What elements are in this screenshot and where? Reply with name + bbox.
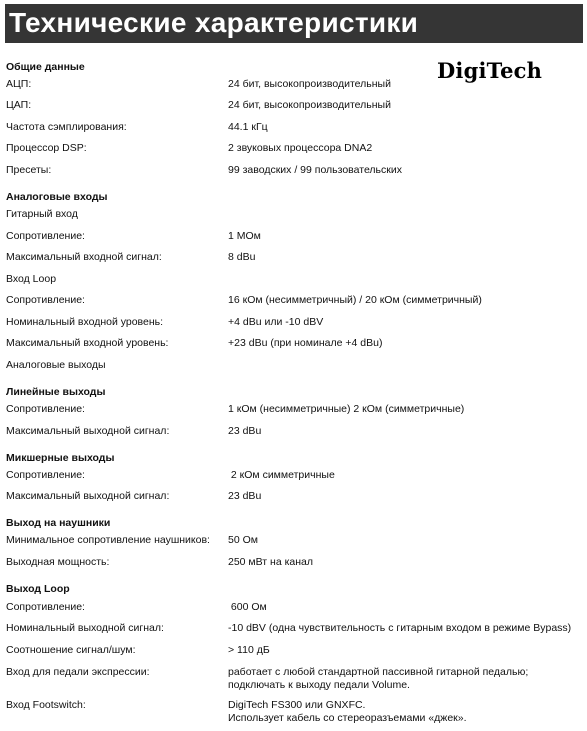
- spec-label: Максимальный входной сигнал:: [6, 251, 162, 263]
- spec-value: 600 Ом: [228, 601, 267, 613]
- spec-label: ЦАП:: [6, 99, 32, 111]
- spec-label: Процессор DSP:: [6, 142, 87, 154]
- spec-label: Сопротивление:: [6, 230, 85, 242]
- spec-value: 2 кОм симметричные: [228, 469, 335, 481]
- spec-value: 16 кОм (несимметричный) / 20 кОм (симметричный): [228, 294, 482, 306]
- spec-value: +4 dBu или -10 dBV: [228, 316, 324, 328]
- spec-value: 8 dBu: [228, 251, 256, 263]
- section-heading-headphones: Выход на наушники: [6, 517, 111, 529]
- spec-label: Максимальный выходной сигнал:: [6, 490, 170, 502]
- spec-value: 2 звуковых процессора DNA2: [228, 142, 373, 154]
- subsection-loop-input: Вход Loop: [6, 273, 57, 285]
- spec-label: Частота сэмплирования:: [6, 121, 127, 133]
- spec-label: Пресеты:: [6, 164, 52, 176]
- spec-label: Максимальный входной уровень:: [6, 337, 169, 349]
- spec-value: 99 заводских / 99 пользовательских: [228, 164, 402, 176]
- spec-value: +23 dBu (при номинале +4 dBu): [228, 337, 383, 349]
- section-heading-analog-inputs: Аналоговые входы: [6, 191, 108, 203]
- spec-value: DigiTech FS300 или GNXFC. Использует кабель со стереоразъемами «джек».: [228, 699, 467, 724]
- spec-label: Выходная мощность:: [6, 556, 110, 568]
- spec-value: 1 кОм (несимметричные) 2 кОм (симметричные): [228, 403, 465, 415]
- section-heading-loop-output: Выход Loop: [6, 583, 70, 595]
- spec-value: > 110 дБ: [228, 644, 270, 656]
- spec-value: 23 dBu: [228, 490, 262, 502]
- spec-label: Сопротивление:: [6, 403, 85, 415]
- section-heading-mixer-outputs: Микшерные выходы: [6, 452, 115, 464]
- subsection-guitar-input: Гитарный вход: [6, 208, 78, 220]
- spec-value: 23 dBu: [228, 425, 262, 437]
- section-heading-general: Общие данные: [6, 61, 85, 73]
- spec-value: 44.1 кГц: [228, 121, 268, 133]
- subsection-analog-outputs: Аналоговые выходы: [6, 359, 106, 371]
- spec-label: Номинальный входной уровень:: [6, 316, 164, 328]
- spec-label: Соотношение сигнал/шум:: [6, 644, 136, 656]
- page-title: Технические характеристики: [5, 4, 583, 43]
- spec-value: -10 dBV (одна чувствительность с гитарным входом в режиме Bypass): [228, 622, 572, 634]
- spec-label: Вход для педали экспрессии:: [6, 666, 150, 678]
- section-heading-line-outputs: Линейные выходы: [6, 386, 106, 398]
- spec-label: Сопротивление:: [6, 294, 85, 306]
- spec-label: Сопротивление:: [6, 469, 85, 481]
- spec-value: 250 мВт на канал: [228, 556, 314, 568]
- brand-logo: DigiTech: [437, 58, 543, 83]
- spec-value: 24 бит, высокопроизводительный: [228, 78, 391, 90]
- spec-label: АЦП:: [6, 78, 32, 90]
- spec-value: 50 Ом: [228, 534, 258, 546]
- spec-label: Сопротивление:: [6, 601, 85, 613]
- spec-value: 24 бит, высокопроизводительный: [228, 99, 391, 111]
- spec-label: Минимальное сопротивление наушников:: [6, 534, 210, 546]
- spec-label: Вход Footswitch:: [6, 699, 86, 711]
- spec-label: Номинальный выходной сигнал:: [6, 622, 164, 634]
- spec-label: Максимальный выходной сигнал:: [6, 425, 170, 437]
- spec-value: 1 МОм: [228, 230, 261, 242]
- spec-value: работает с любой стандартной пассивной гитарной педалью; подключать к выходу педали Volume.: [228, 666, 529, 691]
